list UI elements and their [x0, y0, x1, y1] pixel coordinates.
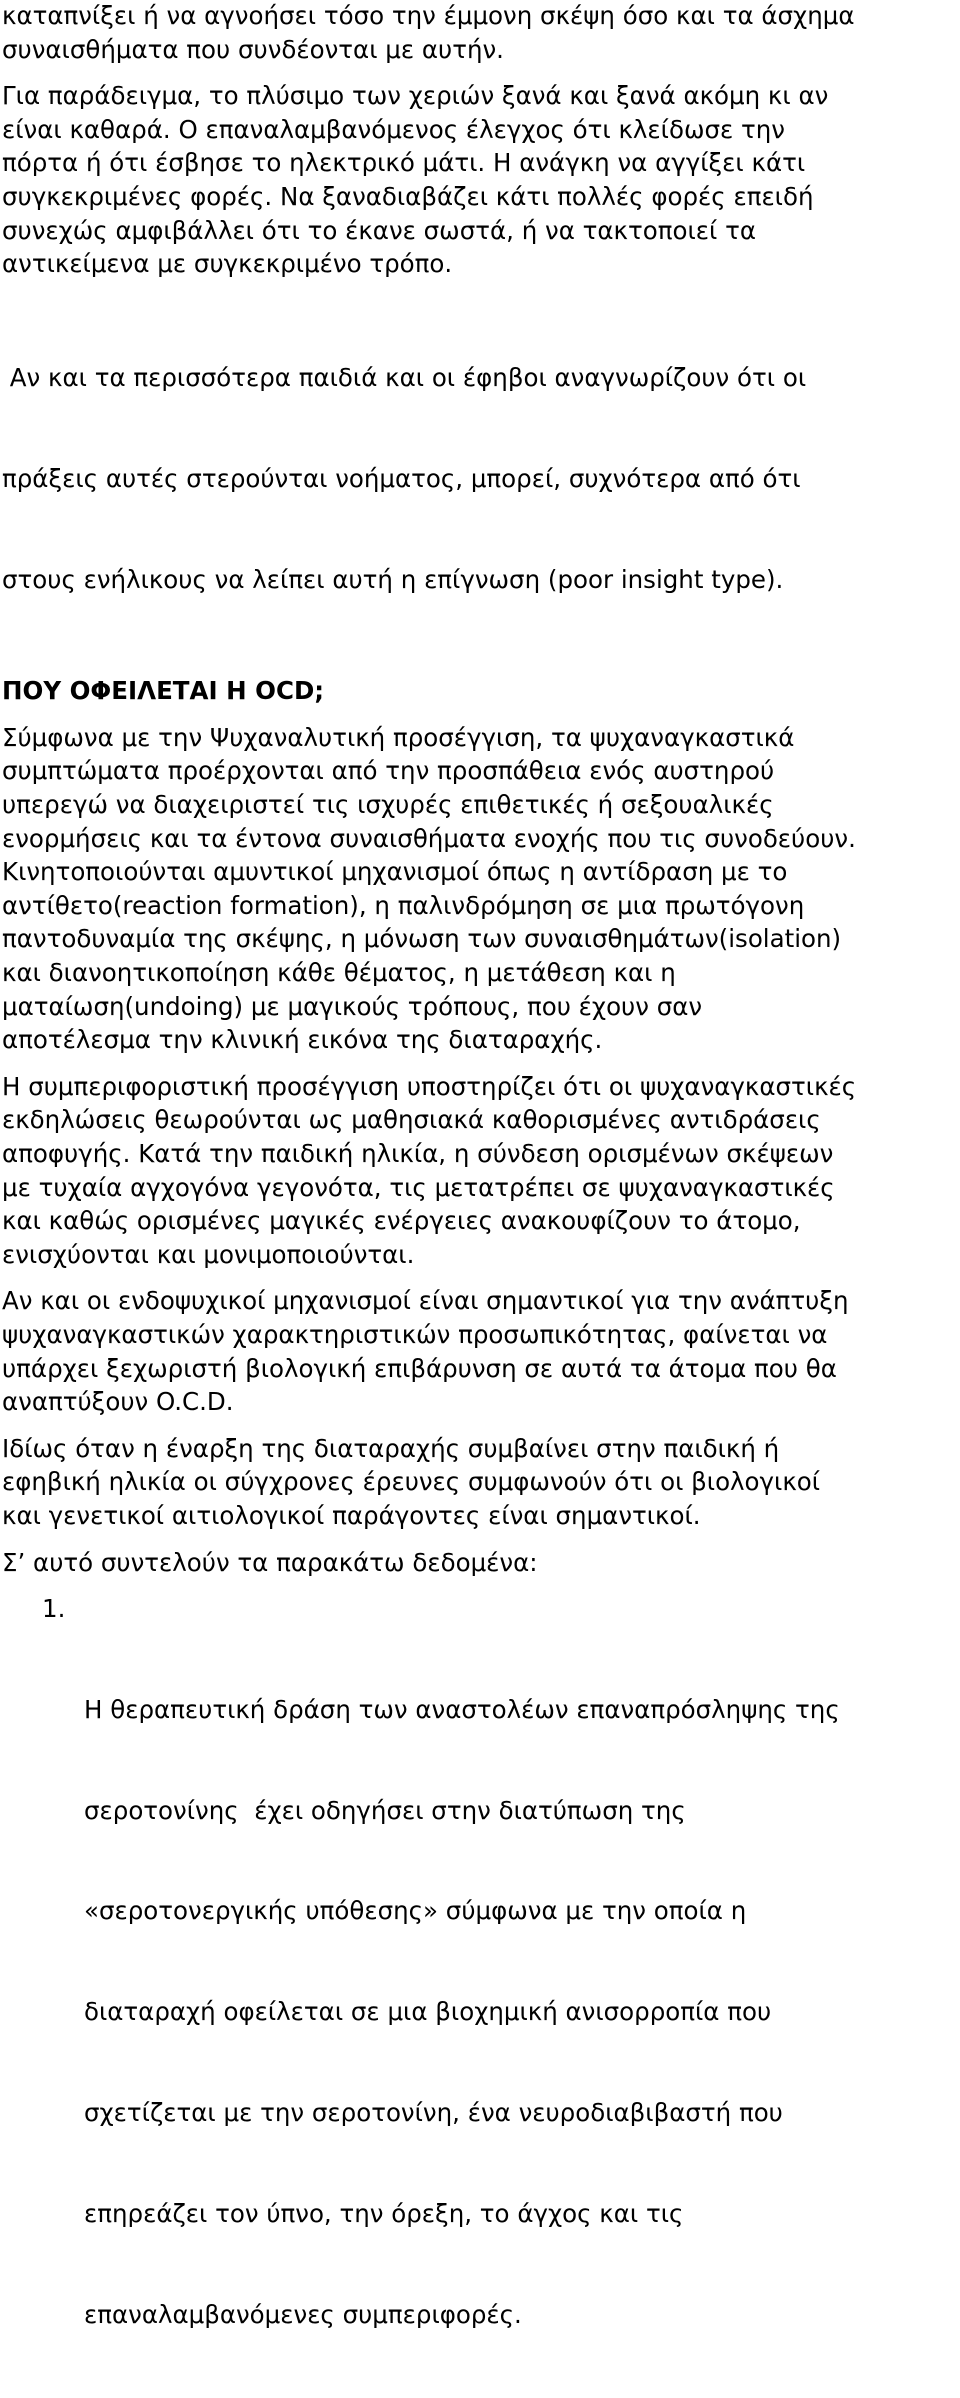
text-line: υπάρχει ξεχωριστή βιολογική επιβάρυνση σε αυτά τα άτομα που θα: [2, 1353, 837, 1383]
text-line: συναισθήματα που συνδέονται με αυτήν.: [2, 34, 504, 64]
text-line: πράξεις αυτές στερούνται νοήματος, μπορεί, συχνότερα από ότι: [2, 463, 801, 493]
text-line: διαταραχή οφείλεται σε μια βιοχημική ανισορροπία που: [84, 1997, 772, 2027]
text-line: Ιδίως όταν η έναρξη της διαταραχής συμβαίνει στην παιδική ή: [2, 1433, 780, 1463]
paragraph-behavioral: [2, 1070, 960, 1272]
paragraph-biological: [2, 1284, 960, 1418]
text-line: αποτέλεσμα την κλινική εικόνα της διαταραχής.: [2, 1025, 603, 1055]
text-line: πόρτα ή ότι έσβησε το ηλεκτρικό μάτι. Η ανάγκη να αγγίξει κάτι: [2, 148, 806, 178]
text-line: επαναλαμβανόμενες συμπεριφορές.: [84, 2299, 522, 2329]
paragraph-onset: [2, 1432, 960, 1533]
text-line: καταπνίξει ή να αγνοήσει τόσο την έμμονη σκέψη όσο και τα άσχημα: [2, 1, 855, 30]
text-line: και γενετικοί αιτιολογικοί παράγοντες είναι σημαντικοί.: [2, 1500, 701, 1530]
text-line: αντίθετο(reaction formation), η παλινδρόμηση σε μια πρωτόγονη: [2, 890, 805, 920]
text-line: Η θεραπευτική δράση των αναστολέων επαναπρόσληψης της: [84, 1694, 840, 1724]
text-line: Σ’ αυτό συντελούν τα παρακάτω δεδομένα:: [2, 1547, 538, 1577]
text-line: εκδηλώσεις θεωρούνται ως μαθησιακά καθορισμένες αντιδράσεις: [2, 1105, 821, 1135]
paragraph-psychoanalytic: [2, 721, 960, 1057]
paragraph-insight: [2, 294, 960, 664]
text-line: σχετίζεται με την σεροτονίνη, ένα νευροδιαβιβαστή που: [84, 2098, 783, 2128]
text-line: ματαίωση(undoing) με μαγικούς τρόπους, που έχουν σαν: [2, 991, 703, 1021]
text-line: ψυχαναγκαστικών χαρακτηριστικών προσωπικότητας, φαίνεται να: [2, 1319, 828, 1349]
text-line: με τυχαία αγχογόνα γεγονότα, τις μετατρέπει σε ψυχαναγκαστικές: [2, 1172, 835, 1202]
paragraph-intro-continuation: [2, 0, 960, 66]
text-line: ενορμήσεις και τα έντονα συναισθήματα ενοχής που τις συνοδεύουν.: [2, 823, 856, 853]
paragraph-lead-in: [2, 1546, 960, 1580]
section-heading: ΠΟΥ ΟΦΕΙΛΕΤΑΙ Η OCD;: [2, 676, 325, 706]
text-line: παντοδυναμία της σκέψης, η μόνωση των συναισθημάτων(isolation): [2, 924, 842, 954]
text-line: Σύμφωνα με την Ψυχαναλυτική προσέγγιση, τα ψυχαναγκαστικά: [2, 722, 795, 752]
text-line: Η συμπεριφοριστική προσέγγιση υποστηρίζει ότι οι ψυχαναγκαστικές: [2, 1071, 857, 1101]
text-line: «σεροτονεργικής υπόθεσης» σύμφωνα με την οποία η: [84, 1896, 747, 1926]
text-line: συγκεκριμένες φορές. Να ξαναδιαβάζει κάτι πολλές φορές επειδή: [2, 181, 814, 211]
text-line: ενισχύονται και μονιμοποιούνται.: [2, 1239, 415, 1269]
text-line: Για παράδειγμα, το πλύσιμο των χεριών ξανά και ξανά ακόμη κι αν: [2, 81, 829, 111]
text-line: αποφυγής. Κατά την παιδική ηλικία, η σύνδεση ορισμένων σκέψεων: [2, 1139, 834, 1168]
text-line: εφηβική ηλικία οι σύγχρονες έρευνες συμφωνούν ότι οι βιολογικοί: [2, 1467, 821, 1497]
text-line: υπερεγώ να διαχειριστεί τις ισχυρές επιθετικές ή σεξουαλικές: [2, 790, 774, 820]
paragraph-examples: [2, 79, 960, 281]
numbered-list: [2, 1592, 960, 2398]
text-line: Κινητοποιούνται αμυντικοί μηχανισμοί όπως η αντίδραση με το: [2, 857, 788, 887]
text-line: επηρεάζει τον ύπνο, την όρεξη, το άγχος και τις: [84, 2198, 684, 2228]
text-line: συμπτώματα προέρχονται από την προσπάθεια ενός αυστηρού: [2, 756, 775, 786]
text-line: Αν και οι ενδοψυχικοί μηχανισμοί είναι σημαντικοί για την ανάπτυξη: [2, 1286, 849, 1316]
text-line: αναπτύξουν O.C.D.: [2, 1387, 234, 1417]
text-line: αντικείμενα με συγκεκριμένο τρόπο.: [2, 249, 453, 279]
text-line: συνεχώς αμφιβάλλει ότι το έκανε σωστά, ή να τακτοποιεί τα: [2, 215, 756, 245]
text-line: σεροτονίνης έχει οδηγήσει στην διατύπωση της: [84, 1795, 686, 1825]
text-line: είναι καθαρά. Ο επαναλαμβανόμενος έλεγχος ότι κλείδωσε την: [2, 114, 785, 144]
text-line: και καθώς ορισμένες μαγικές ενέργειες ανακουφίζουν το άτομο,: [2, 1206, 801, 1236]
text-line: Αν και τα περισσότερα παιδιά και οι έφηβοι αναγνωρίζουν ότι οι: [2, 362, 807, 392]
list-marker: 1.: [42, 1594, 66, 1624]
text-line: στους ενήλικους να λείπει αυτή η επίγνωση (poor insight type).: [2, 564, 784, 594]
text-line: και διανοητικοποίηση κάθε θέματος, η μετάθεση και η: [2, 958, 676, 988]
list-item: [2, 1592, 960, 2398]
